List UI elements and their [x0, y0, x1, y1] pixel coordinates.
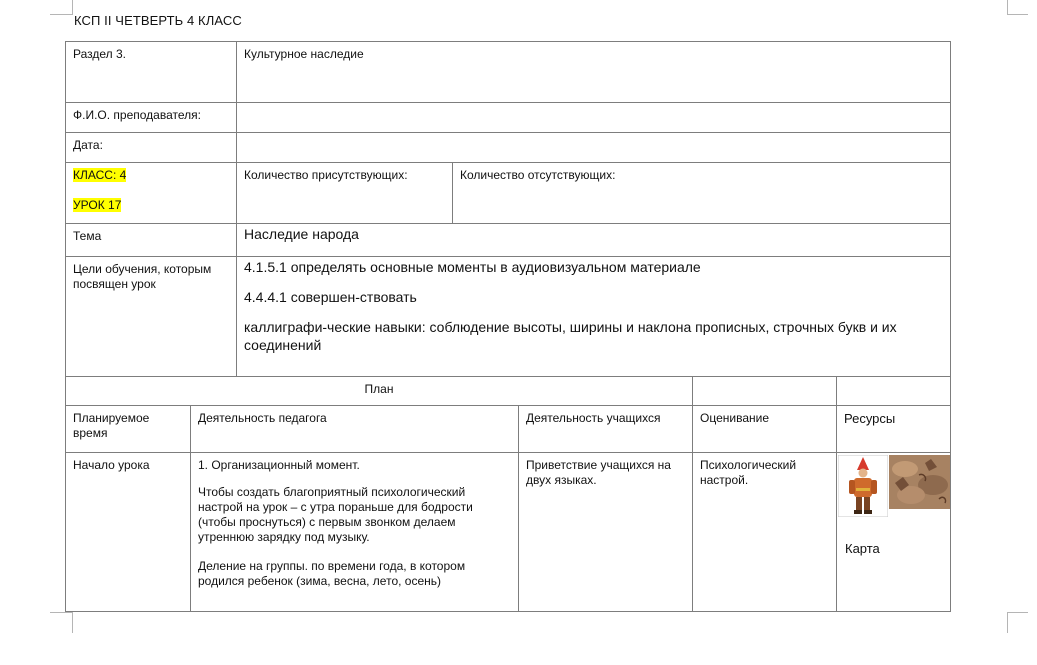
topic-label: Тема: [73, 229, 102, 243]
goal-line: 4.1.5.1 определять основные моменты в аудиовизуальном материале: [244, 259, 701, 275]
row-students-cell: [518, 452, 693, 612]
teacher-value-cell: [236, 102, 951, 133]
warrior-figure-image: [838, 455, 888, 517]
lesson-label: УРОК 17: [73, 198, 122, 212]
row-assessment: Психологический настрой.: [700, 458, 797, 487]
goal-line: каллиграфи-ческие навыки: соблюдение высоты, ширины и наклона прописных, строчных букв и их соединений: [244, 319, 897, 353]
teacher-label: Ф.И.О. преподавателя:: [73, 108, 201, 122]
row-time: Начало урока: [73, 458, 150, 472]
crop-mark-top-right: [1007, 0, 1028, 15]
header-resources: Ресурсы: [844, 411, 896, 426]
header-students: Деятельность учащихся: [526, 411, 661, 425]
crop-mark-top-left: [50, 0, 73, 15]
header-assessment: Оценивание: [700, 411, 769, 425]
plan-title: План: [364, 382, 394, 396]
present-cell: [236, 162, 453, 224]
goal-line: 4.4.4.1 совершен-ствовать: [244, 289, 417, 305]
header-assessment-cell: [692, 405, 837, 453]
teacher-activity-paragraph: Деление на группы. по времени года, в котором родился ребенок (зима, весна, лето, осень): [198, 559, 466, 588]
section-label-cell: [65, 41, 237, 103]
resource-map-label: Карта: [845, 541, 880, 556]
row-teacher-cell: [190, 452, 519, 612]
section-value-cell: [236, 41, 951, 103]
absent-label: Количество отсутствующих:: [460, 168, 616, 182]
teacher-activity-paragraph: Чтобы создать благоприятный психологический настрой на урок – с утра пораньше для бодрости (чтобы проснуться) с первым звонком делаем утреннюю зарядку под музыку.: [198, 485, 473, 544]
plan-empty-cell: [836, 376, 951, 406]
section-value: Культурное наследие: [244, 47, 364, 61]
row-assessment-cell: [692, 452, 837, 612]
teacher-label-cell: [65, 102, 237, 133]
date-value-cell: [236, 132, 951, 163]
header-time: Планируемое время: [73, 411, 150, 440]
header-resources-cell: [836, 405, 951, 453]
date-label-cell: [65, 132, 237, 163]
topic-value: Наследие народа: [244, 226, 359, 242]
class-label: КЛАСС: 4: [73, 168, 127, 182]
row-students: Приветствие учащихся на двух языках.: [526, 458, 671, 487]
plan-empty-cell: [692, 376, 837, 406]
goals-value-cell: [236, 256, 951, 377]
crop-mark-bottom-left: [50, 612, 73, 633]
topic-value-cell: [236, 223, 951, 257]
goals-label: Цели обучения, которым посвящен урок: [73, 262, 212, 291]
teacher-activity-heading: 1. Организационный момент.: [198, 458, 360, 472]
row-time-cell: [65, 452, 191, 612]
crop-mark-bottom-right: [1007, 612, 1028, 633]
header-teacher-cell: [190, 405, 519, 453]
document-title: КСП II ЧЕТВЕРТЬ 4 КЛАСС: [74, 13, 242, 28]
date-label: Дата:: [73, 138, 103, 152]
section-label: Раздел 3.: [73, 47, 127, 61]
goals-label-cell: [65, 256, 237, 377]
present-label: Количество присутствующих:: [244, 168, 408, 182]
plan-title-cell: [65, 376, 693, 406]
header-teacher: Деятельность педагога: [198, 411, 327, 425]
class-lesson-cell: [65, 162, 237, 224]
header-students-cell: [518, 405, 693, 453]
absent-cell: [452, 162, 951, 224]
header-time-cell: [65, 405, 191, 453]
rock-painting-image: [889, 455, 950, 509]
topic-label-cell: [65, 223, 237, 257]
